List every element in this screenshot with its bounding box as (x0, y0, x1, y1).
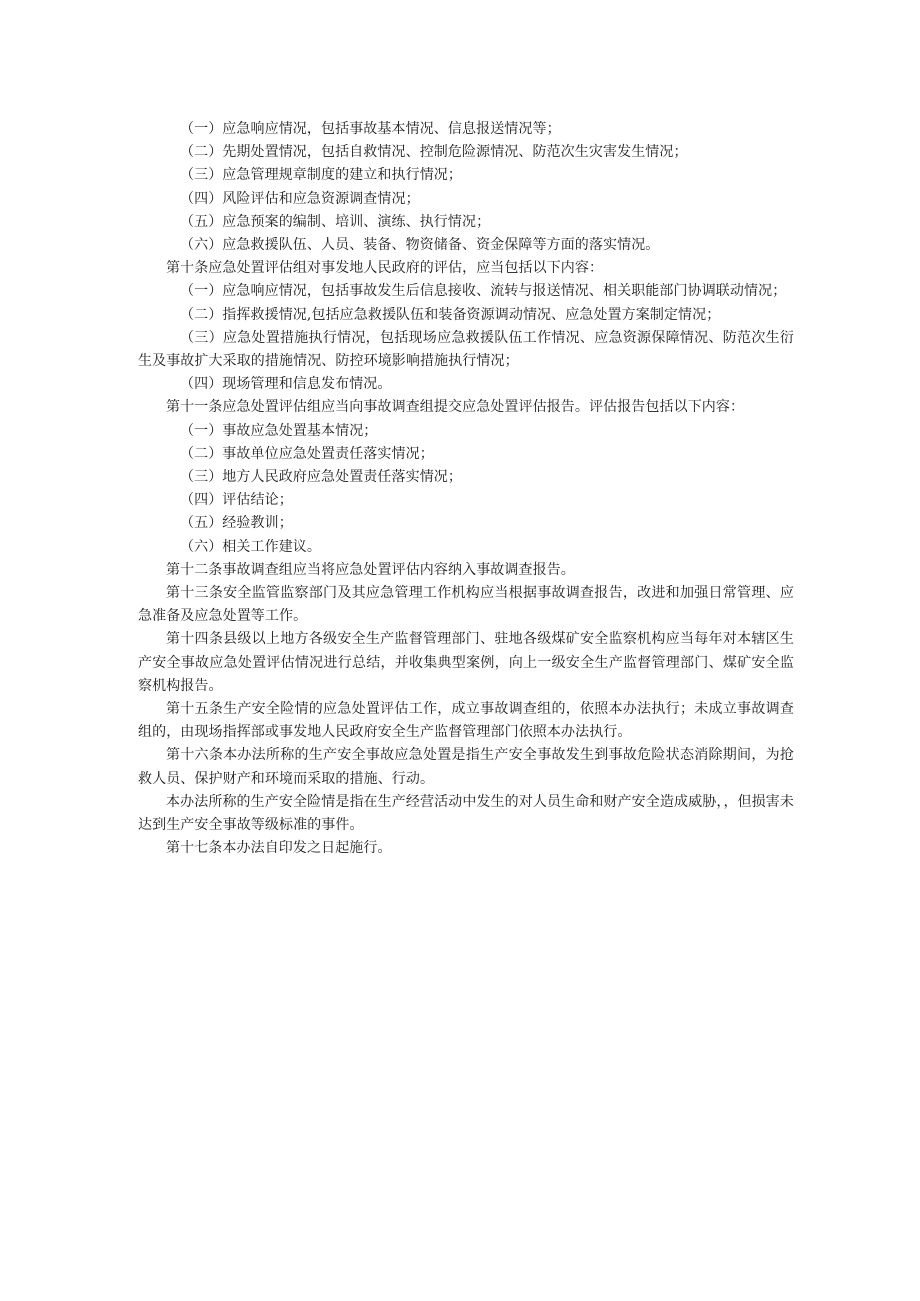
article-14: 第十四条县级以上地方各级安全生产监督管理部门、驻地各级煤矿安全监察机构应当每年对本辖区生产安全事故应急处置评估情况进行总结，并收集典型案例，向上一级安全生产监督管理部门、煤矿安全监察机构报告。 (138, 631, 794, 694)
article-12: 第十二条事故调查组应当将应急处置评估内容纳入事故调查报告。 (166, 561, 575, 578)
list-item: （五）应急预案的编制、培训、演练、执行情况； (180, 213, 491, 230)
list-item: （一）事故应急处置基本情况； (180, 422, 378, 439)
list-item: （二）指挥救援情况,包括应急救援队伍和装备资源调动情况、应急处置方案制定情况； (180, 306, 721, 323)
list-item: （一）应急响应情况，包括事故发生后信息接收、流转与报送情况、相关职能部门协调联动情况； (180, 283, 787, 300)
list-item: （一）应急响应情况，包括事故基本情况、信息报送情况等； (180, 121, 561, 137)
list-item: （六）应急救援队伍、人员、装备、物资储备、资金保障等方面的落实情况。 (180, 237, 660, 254)
article-17: 第十七条本办法自印发之日起施行。 (166, 840, 392, 857)
list-item: （三）地方人民政府应急处置责任落实情况； (180, 469, 462, 486)
list-item: （四）评估结论； (180, 492, 293, 509)
list-item: （四）现场管理和信息发布情况。 (180, 376, 392, 393)
definition-paragraph: 本办法所称的生产安全险情是指在生产经营活动中发生的对人员生命和财产安全造成威胁，，但损害未达到生产安全事故等级标准的事件。 (138, 793, 794, 834)
article-16: 第十六条本办法所称的生产安全事故应急处置是指生产安全事故发生到事故危险状态消除期间，为抢救人员、保护财产和环境而采取的措施、行动。 (138, 747, 794, 787)
list-item: （三）应急管理规章制度的建立和执行情况； (180, 167, 462, 184)
list-item: （五）经验教训； (180, 515, 293, 532)
list-item: （二）先期处置情况，包括自救情况、控制危险源情况、防范次生灾害发生情况； (180, 144, 688, 161)
list-item: （六）相关工作建议。 (180, 538, 321, 555)
list-item: （二）事故单位应急处置责任落实情况； (180, 445, 434, 462)
article-13: 第十三条安全监管监察部门及其应急管理工作机构应当根据事故调查报告，改进和加强日常管理、应急准备及应急处置等工作。 (138, 585, 794, 625)
article-15: 第十五条生产安全险情的应急处置评估工作，成立事故调查组的，依照本办法执行；未成立事故调查组的，由现场指挥部或事发地人民政府安全生产监督管理部门依照本办法执行。 (138, 701, 794, 741)
list-item: （四）风险评估和应急资源调查情况； (180, 190, 420, 207)
document-body (138, 118, 794, 861)
article-10: 第十条应急处置评估组对事发地人民政府的评估，应当包括以下内容： (166, 260, 604, 277)
article-11: 第十一条应急处置评估组应当向事故调查组提交应急处置评估报告。评估报告包括以下内容： (166, 399, 745, 416)
list-item: （三）应急处置措施执行情况，包括现场应急救援队伍工作情况、应急资源保障情况、防范次生衍生及事故扩大采取的措施情况、防控环境影响措施执行情况； (138, 329, 794, 370)
